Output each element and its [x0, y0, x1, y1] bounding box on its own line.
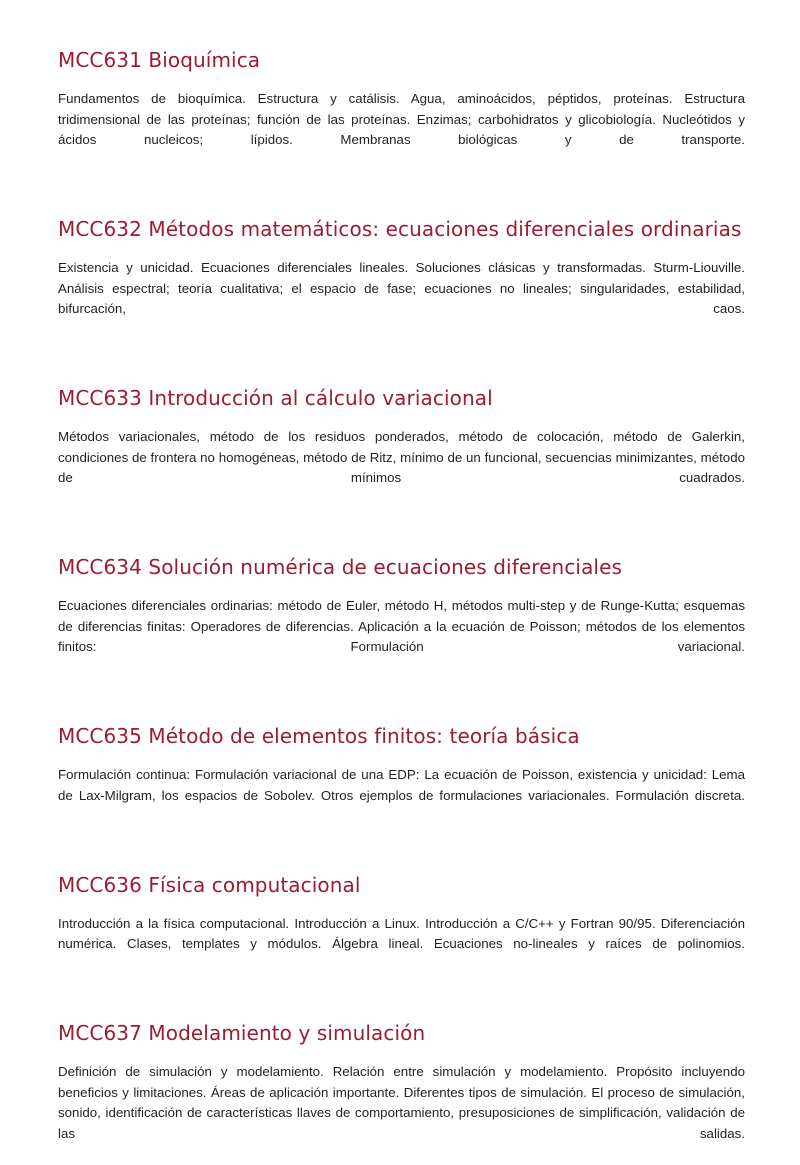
course-description-mcc636: Introducción a la física computacional. Introducción a Linux. Introducción a C/C++ y Fortran 90/95. Diferenciación numérica. Clases, templates y módulos. Álgebra lineal. Ecuaciones no-lineales y raíces de polinomios.: [58, 915, 745, 951]
course-title-mcc634: MCC634 Solución numérica de ecuaciones diferenciales: [58, 555, 623, 579]
course-description-mcc633: Métodos variacionales, método de los residuos ponderados, método de colocación, método de Galerkin, condiciones de frontera no homogéneas, método de Ritz, mínimo de un funcional, secuencias minimizantes, método de mínimos cuadrados.: [58, 429, 745, 485]
course-title-mcc633: MCC633 Introducción al cálculo variacional: [58, 386, 493, 410]
course-title-mcc637: MCC637 Modelamiento y simulación: [58, 1021, 426, 1045]
course-title-mcc631: MCC631 Bioquímica: [58, 48, 261, 72]
course-entry: [58, 386, 745, 509]
course-entry: [58, 1021, 745, 1165]
course-description-mcc635: Formulación continua: Formulación variacional de una EDP: La ecuación de Poisson, existencia y unicidad: Lema de Lax-Milgram, los espacios de Sobolev. Otros ejemplos de formulaciones variacionales. Formulación discreta.: [58, 767, 745, 803]
course-description-mcc631: Fundamentos de bioquímica. Estructura y catálisis. Agua, aminoácidos, péptidos, proteínas. Estructura tridimensional de las proteínas; función de las proteínas. Enzimas; carbohidratos y glicobiología. Nucleótidos y ácidos nucleicos; lípidos. Membranas biológicas y de transporte.: [58, 91, 745, 147]
course-entry: [58, 217, 745, 340]
course-description-mcc637: Definición de simulación y modelamiento. Relación entre simulación y modelamiento. Propósito incluyendo beneficios y limitaciones. Áreas de aplicación importante. Diferentes tipos de simulación. El proceso de simulación, sonido, identificación de características llaves de comportamiento, presuposiciones de simplificación, validación de las salidas.: [58, 1064, 745, 1141]
course-title-mcc635: MCC635 Método de elementos finitos: teoría básica: [58, 724, 580, 748]
course-entry: [58, 724, 745, 827]
course-entry: [58, 555, 745, 678]
course-list: [58, 48, 745, 1165]
course-title-mcc632: MCC632 Métodos matemáticos: ecuaciones diferenciales ordinarias: [58, 217, 742, 241]
course-entry: [58, 873, 745, 976]
course-description-mcc632: Existencia y unicidad. Ecuaciones diferenciales lineales. Soluciones clásicas y transformadas. Sturm-Liouville. Análisis espectral; teoría cualitativa; el espacio de fase; ecuaciones no lineales; singularidades, estabilidad, bifurcación, caos.: [58, 260, 745, 316]
course-title-mcc636: MCC636 Física computacional: [58, 872, 361, 897]
course-entry: [58, 48, 745, 171]
course-description-mcc634: Ecuaciones diferenciales ordinarias: método de Euler, método H, métodos multi-step y de Runge-Kutta; esquemas de diferencias finitas: Operadores de diferencias. Aplicación a la ecuación de Poisson; métodos de los elementos finitos: Formulación variacional.: [58, 598, 745, 654]
